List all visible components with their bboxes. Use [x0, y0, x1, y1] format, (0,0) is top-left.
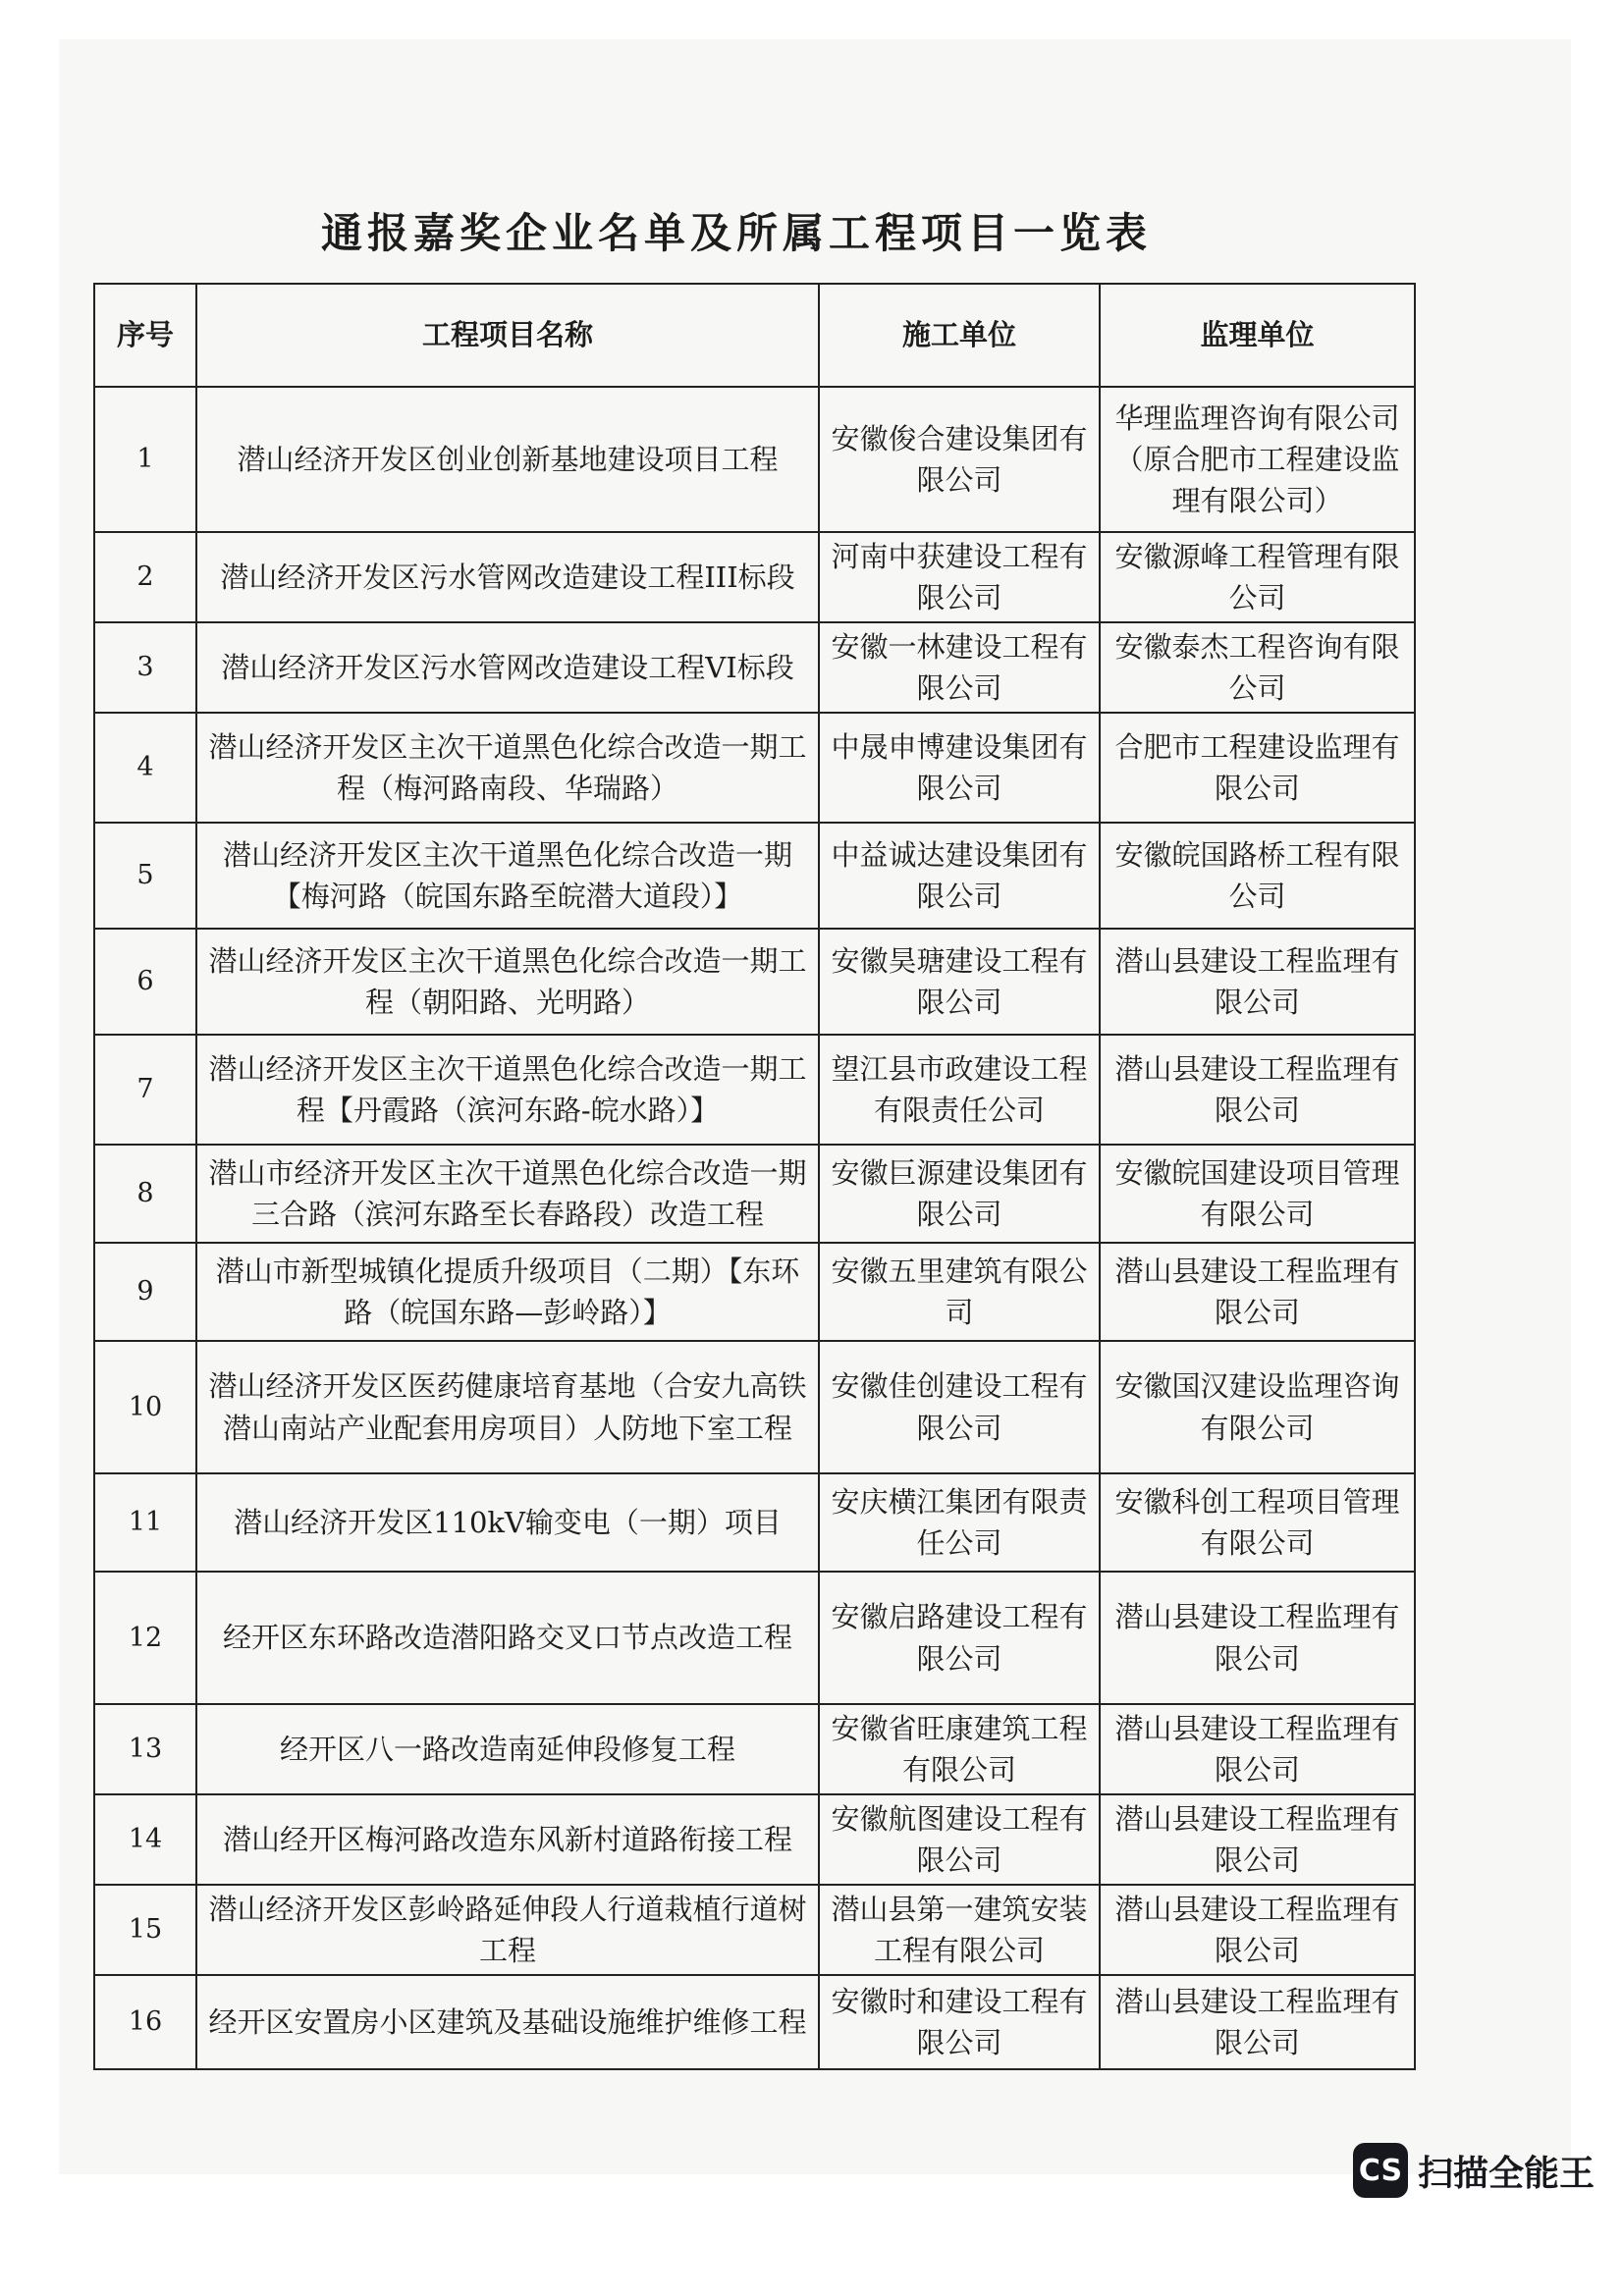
row-contractor: 潜山县第一建筑安装工程有限公司	[819, 1885, 1100, 1975]
row-supervisor: 合肥市工程建设监理有限公司	[1100, 713, 1415, 823]
table-row	[94, 387, 1415, 532]
row-supervisor: 潜山县建设工程监理有限公司	[1100, 1243, 1415, 1341]
row-project: 经开区东环路改造潜阳路交叉口节点改造工程	[196, 1572, 819, 1704]
table-row	[94, 1885, 1415, 1975]
row-project: 潜山经济开发区110kV输变电（一期）项目	[196, 1473, 819, 1572]
row-contractor: 安徽俊合建设集团有限公司	[819, 387, 1100, 532]
header-contractor: 施工单位	[819, 284, 1100, 387]
row-project: 潜山经济开发区污水管网改造建设工程VI标段	[196, 622, 819, 713]
row-index: 8	[94, 1145, 196, 1243]
row-project: 潜山经济开发区主次干道黑色化综合改造一期【梅河路（皖国东路至皖潜大道段）】	[196, 823, 819, 929]
row-contractor: 安徽昊瑭建设工程有限公司	[819, 929, 1100, 1035]
row-index: 14	[94, 1794, 196, 1885]
row-index: 7	[94, 1035, 196, 1145]
row-supervisor: 安徽皖国路桥工程有限公司	[1100, 823, 1415, 929]
scanner-app-name: 扫描全能王	[1418, 2153, 1596, 2194]
table-row	[94, 713, 1415, 823]
row-contractor: 安徽巨源建设集团有限公司	[819, 1145, 1100, 1243]
row-project: 潜山经济开发区污水管网改造建设工程III标段	[196, 532, 819, 622]
row-supervisor: 安徽泰杰工程咨询有限公司	[1100, 622, 1415, 713]
row-index: 9	[94, 1243, 196, 1341]
row-project: 潜山经开区梅河路改造东风新村道路衔接工程	[196, 1794, 819, 1885]
table-header-row	[94, 284, 1415, 387]
table-row	[94, 1572, 1415, 1704]
table-row	[94, 1473, 1415, 1572]
row-contractor: 安徽五里建筑有限公司	[819, 1243, 1100, 1341]
row-index: 15	[94, 1885, 196, 1975]
row-project: 潜山经济开发区医药健康培育基地（合安九高铁潜山南站产业配套用房项目）人防地下室工程	[196, 1341, 819, 1473]
row-contractor: 中晟申博建设集团有限公司	[819, 713, 1100, 823]
row-supervisor: 潜山县建设工程监理有限公司	[1100, 1035, 1415, 1145]
row-project: 潜山经济开发区主次干道黑色化综合改造一期工程【丹霞路（滨河东路-皖水路）】	[196, 1035, 819, 1145]
table-row	[94, 622, 1415, 713]
row-contractor: 安徽时和建设工程有限公司	[819, 1975, 1100, 2069]
table-row	[94, 1975, 1415, 2069]
row-contractor: 中益诚达建设集团有限公司	[819, 823, 1100, 929]
row-index: 6	[94, 929, 196, 1035]
row-index: 12	[94, 1572, 196, 1704]
table-row	[94, 1035, 1415, 1145]
row-index: 4	[94, 713, 196, 823]
row-project: 潜山经济开发区彭岭路延伸段人行道栽植行道树工程	[196, 1885, 819, 1975]
row-contractor: 河南中获建设工程有限公司	[819, 532, 1100, 622]
document-title: 通报嘉奖企业名单及所属工程项目一览表	[320, 209, 1152, 257]
row-project: 潜山经济开发区主次干道黑色化综合改造一期工程（朝阳路、光明路）	[196, 929, 819, 1035]
scanner-watermark	[1353, 2143, 1595, 2198]
row-supervisor: 潜山县建设工程监理有限公司	[1100, 1975, 1415, 2069]
row-supervisor: 安徽科创工程项目管理有限公司	[1100, 1473, 1415, 1572]
row-contractor: 安徽启路建设工程有限公司	[819, 1572, 1100, 1704]
header-index: 序号	[94, 284, 196, 387]
row-supervisor: 安徽源峰工程管理有限公司	[1100, 532, 1415, 622]
table-row	[94, 823, 1415, 929]
row-contractor: 安徽佳创建设工程有限公司	[819, 1341, 1100, 1473]
row-supervisor: 潜山县建设工程监理有限公司	[1100, 1704, 1415, 1794]
row-project: 潜山市新型城镇化提质升级项目（二期）【东环路（皖国东路—彭岭路）】	[196, 1243, 819, 1341]
row-contractor: 望江县市政建设工程有限责任公司	[819, 1035, 1100, 1145]
row-contractor: 安徽省旺康建筑工程有限公司	[819, 1704, 1100, 1794]
row-index: 2	[94, 532, 196, 622]
row-index: 10	[94, 1341, 196, 1473]
scanner-logo-icon: CS	[1353, 2143, 1408, 2198]
table-row	[94, 1794, 1415, 1885]
row-supervisor: 华理监理咨询有限公司（原合肥市工程建设监理有限公司）	[1100, 387, 1415, 532]
row-index: 11	[94, 1473, 196, 1572]
row-supervisor: 潜山县建设工程监理有限公司	[1100, 1885, 1415, 1975]
table-row	[94, 1704, 1415, 1794]
row-supervisor: 潜山县建设工程监理有限公司	[1100, 1572, 1415, 1704]
row-supervisor: 安徽国汉建设监理咨询有限公司	[1100, 1341, 1415, 1473]
row-index: 1	[94, 387, 196, 532]
row-supervisor: 安徽皖国建设项目管理有限公司	[1100, 1145, 1415, 1243]
row-project: 潜山市经济开发区主次干道黑色化综合改造一期三合路（滨河东路至长春路段）改造工程	[196, 1145, 819, 1243]
table-row	[94, 1243, 1415, 1341]
row-project: 潜山经济开发区主次干道黑色化综合改造一期工程（梅河路南段、华瑞路）	[196, 713, 819, 823]
header-supervisor: 监理单位	[1100, 284, 1415, 387]
awards-table	[93, 283, 1416, 2070]
row-supervisor: 潜山县建设工程监理有限公司	[1100, 929, 1415, 1035]
row-index: 3	[94, 622, 196, 713]
row-index: 5	[94, 823, 196, 929]
table-row	[94, 532, 1415, 622]
table-row	[94, 1341, 1415, 1473]
table-row	[94, 929, 1415, 1035]
row-project: 经开区安置房小区建筑及基础设施维护维修工程	[196, 1975, 819, 2069]
row-supervisor: 潜山县建设工程监理有限公司	[1100, 1794, 1415, 1885]
row-index: 13	[94, 1704, 196, 1794]
row-contractor: 安徽航图建设工程有限公司	[819, 1794, 1100, 1885]
row-project: 经开区八一路改造南延伸段修复工程	[196, 1704, 819, 1794]
row-project: 潜山经济开发区创业创新基地建设项目工程	[196, 387, 819, 532]
row-index: 16	[94, 1975, 196, 2069]
row-contractor: 安徽一林建设工程有限公司	[819, 622, 1100, 713]
header-project: 工程项目名称	[196, 284, 819, 387]
row-contractor: 安庆横江集团有限责任公司	[819, 1473, 1100, 1572]
table-row	[94, 1145, 1415, 1243]
